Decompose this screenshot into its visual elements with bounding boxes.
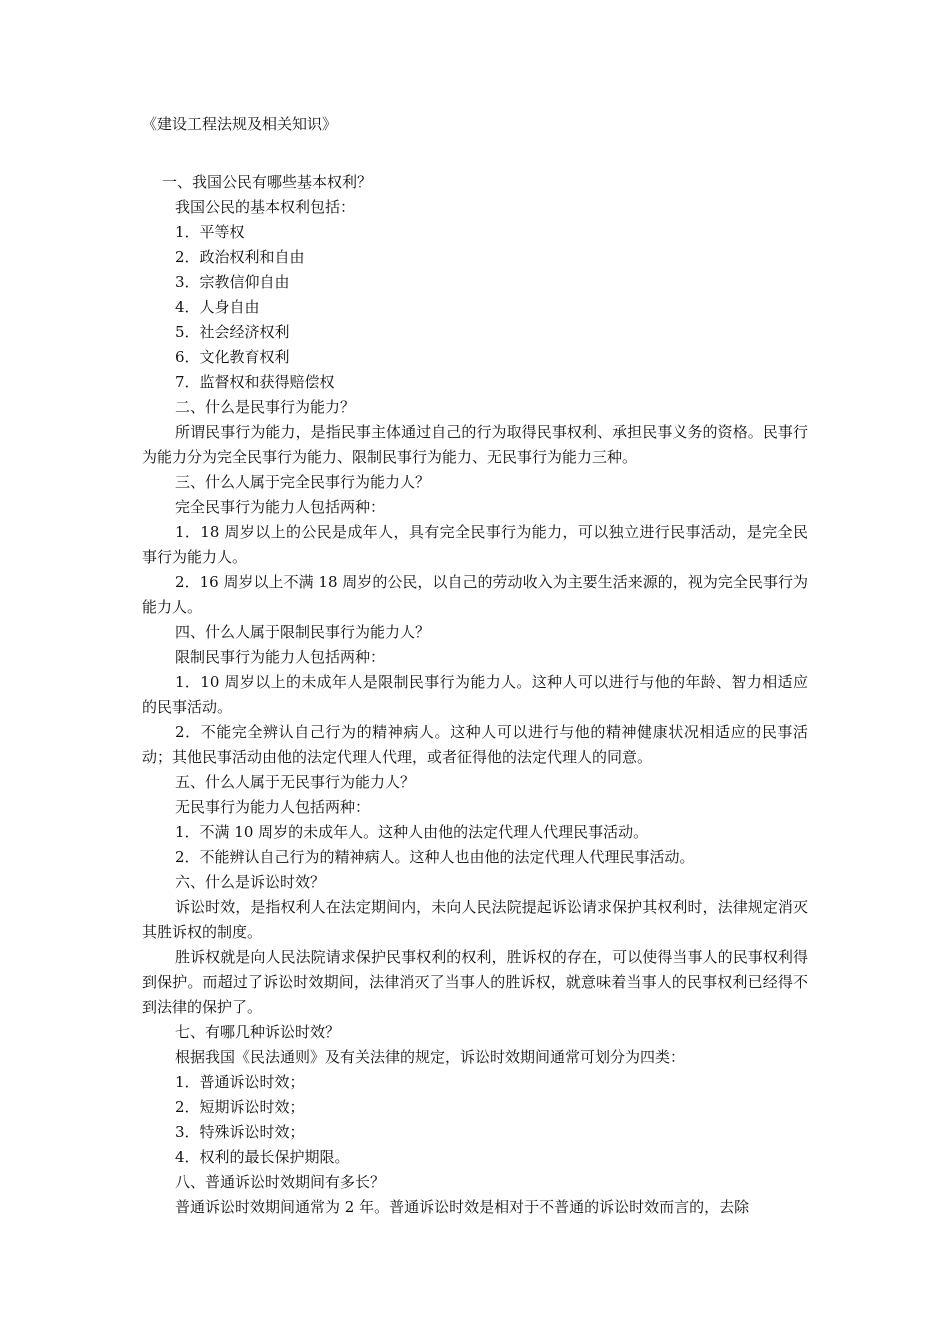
section-heading: 三、什么人属于完全民事行为能力人？ bbox=[175, 473, 431, 491]
list-item: 5．社会经济权利 bbox=[175, 323, 290, 341]
section-intro: 无民事行为能力人包括两种： bbox=[175, 798, 371, 816]
section-intro: 限制民事行为能力人包括两种： bbox=[175, 648, 386, 666]
list-item: 2．16 周岁以上不满 18 周岁的公民，以自己的劳动收入为主要生活来源的，视为完全民事行为能力人。 bbox=[142, 573, 808, 616]
section-q1 bbox=[142, 170, 808, 395]
paragraph: 胜诉权就是向人民法院请求保护民事权利的权利，胜诉权的存在，可以使得当事人的民事权利得到保护。而超过了诉讼时效期间，法律消灭了当事人的胜诉权，就意味着当事人的民事权利已经得不到法律的保护了。 bbox=[142, 948, 808, 1016]
section-heading: 四、什么人属于限制民事行为能力人？ bbox=[175, 623, 431, 641]
title-spacer bbox=[142, 137, 808, 170]
list-item: 1．普通诉讼时效； bbox=[175, 1073, 305, 1091]
section-heading: 八、普通诉讼时效期间有多长？ bbox=[175, 1173, 386, 1191]
section-q7 bbox=[142, 1020, 808, 1170]
list-item: 1．10 周岁以上的未成年人是限制民事行为能力人。这种人可以进行与他的年龄、智力相适应的民事活动。 bbox=[142, 673, 808, 716]
section-intro: 我国公民的基本权利包括： bbox=[175, 198, 356, 216]
section-q2 bbox=[142, 395, 808, 470]
section-q6 bbox=[142, 870, 808, 1020]
section-heading: 五、什么人属于无民事行为能力人？ bbox=[175, 773, 416, 791]
list-item: 4．人身自由 bbox=[175, 298, 260, 316]
section-intro: 完全民事行为能力人包括两种： bbox=[175, 498, 386, 516]
section-q4 bbox=[142, 620, 808, 770]
list-item: 2．短期诉讼时效； bbox=[175, 1098, 305, 1116]
section-heading: 六、什么是诉讼时效？ bbox=[175, 873, 326, 891]
list-item: 2．不能完全辨认自己行为的精神病人。这种人可以进行与他的精神健康状况相适应的民事活动；其他民事活动由他的法定代理人代理，或者征得他的法定代理人的同意。 bbox=[142, 723, 808, 766]
paragraph: 普通诉讼时效期间通常为 2 年。普通诉讼时效是相对于不普通的诉讼时效而言的，去除 bbox=[175, 1198, 750, 1216]
section-intro: 根据我国《民法通则》及有关法律的规定，诉讼时效期间通常可划分为四类： bbox=[175, 1048, 686, 1066]
list-item: 3．宗教信仰自由 bbox=[175, 273, 290, 291]
list-item: 3．特殊诉讼时效； bbox=[175, 1123, 305, 1141]
section-heading: 七、有哪几种诉讼时效？ bbox=[175, 1023, 341, 1041]
section-q8 bbox=[142, 1170, 808, 1220]
list-item: 1．平等权 bbox=[175, 223, 245, 241]
list-item: 2．不能辨认自己行为的精神病人。这种人也由他的法定代理人代理民事活动。 bbox=[175, 848, 695, 866]
list-item: 1．不满 10 周岁的未成年人。这种人由他的法定代理人代理民事活动。 bbox=[175, 823, 649, 841]
paragraph: 所谓民事行为能力，是指民事主体通过自己的行为取得民事权利、承担民事义务的资格。民事行为能力分为完全民事行为能力、限制民事行为能力、无民事行为能力三种。 bbox=[142, 423, 808, 466]
section-q3 bbox=[142, 470, 808, 620]
section-heading: 一、我国公民有哪些基本权利？ bbox=[162, 173, 373, 191]
document-title: 《建设工程法规及相关知识》 bbox=[142, 115, 338, 133]
list-item: 6．文化教育权利 bbox=[175, 348, 290, 366]
list-item: 1．18 周岁以上的公民是成年人，具有完全民事行为能力，可以独立进行民事活动，是完全民事行为能力人。 bbox=[142, 523, 808, 566]
document-page bbox=[142, 112, 808, 1220]
list-item: 7．监督权和获得赔偿权 bbox=[175, 373, 335, 391]
list-item: 4．权利的最长保护期限。 bbox=[175, 1148, 350, 1166]
list-item: 2．政治权利和自由 bbox=[175, 248, 305, 266]
section-q5 bbox=[142, 770, 808, 870]
section-heading: 二、什么是民事行为能力？ bbox=[175, 398, 356, 416]
paragraph: 诉讼时效，是指权利人在法定期间内，未向人民法院提起诉讼请求保护其权利时，法律规定消灭其胜诉权的制度。 bbox=[142, 898, 808, 941]
